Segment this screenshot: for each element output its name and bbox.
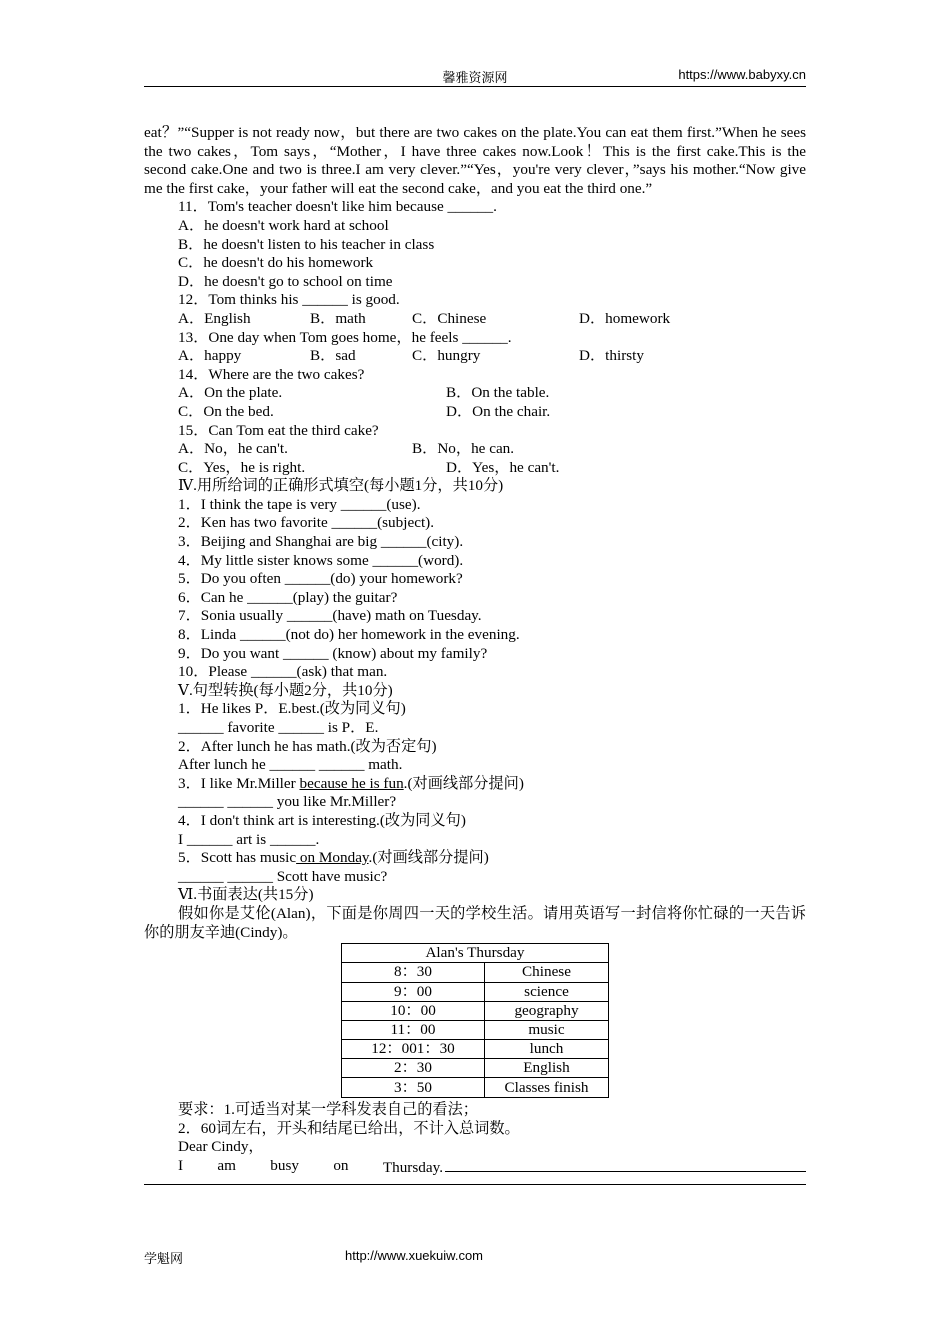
section-4-item: 3．Beijing and Shanghai are big ______(city).	[178, 533, 464, 551]
section-4-item: 6．Can he ______(play) the guitar?	[178, 588, 398, 606]
schedule-time: 2：30	[342, 1059, 485, 1078]
table-row	[342, 982, 609, 1001]
table-row	[342, 1040, 609, 1059]
question-12-stem: 12．Tom thinks his ______ is good.	[178, 291, 400, 309]
header-site-name: 馨雅资源网	[442, 70, 508, 85]
question-14-options-ab	[144, 384, 806, 403]
footer-url: http://www.xuekuiw.com	[345, 1248, 483, 1263]
section-5-answer-4: I ______ art is ______.	[178, 830, 320, 848]
schedule-subject: geography	[485, 1001, 609, 1020]
document-body	[144, 124, 806, 1185]
letter-word: busy	[270, 1156, 299, 1174]
section-4-item: 7．Sonia usually ______(have) math on Tuesday.	[178, 607, 482, 625]
schedule-subject: Chinese	[485, 963, 609, 982]
section-4-item: 4．My little sister knows some ______(word).	[178, 551, 464, 569]
question-13-options	[144, 347, 806, 366]
question-14-option-c: C．On the bed.	[178, 402, 274, 420]
question-15-option-d: D．Yes，he can't.	[446, 458, 560, 476]
section-5-answer-2: After lunch he ______ ______ math.	[178, 756, 403, 774]
requirement-2: 2．60词左右，开头和结尾已给出，不计入总词数。	[178, 1119, 520, 1137]
section-4-item: 8．Linda ______(not do) her homework in the evening.	[178, 626, 520, 644]
question-15-options-ab	[144, 440, 806, 459]
section-5-sentence-2: 2．After lunch he has math.(改为否定句)	[178, 737, 437, 755]
schedule-subject: science	[485, 982, 609, 1001]
section-5-answer-1: ______ favorite ______ is P．E.	[178, 719, 379, 736]
question-11-stem: 11．Tom's teacher doesn't like him because ______.	[178, 198, 497, 216]
letter-writing-start	[383, 1157, 806, 1176]
question-13-option-c: C．hungry	[412, 347, 481, 365]
question-13-option-b: B．sad	[310, 347, 356, 365]
schedule-time: 10：00	[342, 1001, 485, 1020]
schedule-time: 8：30	[342, 963, 485, 982]
letter-word: Thursday.	[382, 1158, 443, 1176]
schedule-table-wrapper	[144, 943, 806, 1101]
question-13-option-a: A．happy	[178, 347, 242, 365]
question-14-stem: 14．Where are the two cakes?	[178, 365, 365, 383]
section-6-title: Ⅵ.书面表达(共15分)	[178, 886, 314, 904]
schedule-subject: lunch	[485, 1040, 609, 1059]
question-12-option-c: C．Chinese	[412, 309, 487, 327]
sentence-3-suffix: .(对画线部分提问)	[403, 774, 524, 792]
section-5-sentence-4: 4．I don't think art is interesting.(改为同义句)	[178, 811, 466, 829]
question-14-option-b: B．On the table.	[446, 384, 550, 402]
writing-blank-line[interactable]	[445, 1157, 806, 1172]
requirement-1: 要求：1.可适当对某一学科发表自己的看法；	[178, 1101, 478, 1119]
schedule-subject: music	[485, 1020, 609, 1039]
reading-passage: eat？”“Supper is not ready now，but there are two cakes on the plate.You can eat them first.”When he sees the two cakes，Tom says，“Mother，I have three cakes now.Look！This is the first cake.This is the second cake.One and two is three.I am very clever.”“Yes，you're very clever，”says his mother.“Now give me the first cake，your father will eat the second cake，and you eat the third one.”	[144, 124, 806, 197]
question-13-stem: 13．One day when Tom goes home，he feels ______.	[178, 328, 512, 346]
schedule-time: 3：50	[342, 1078, 485, 1097]
sentence-3-prefix: 3．I like Mr.Miller	[178, 774, 300, 792]
footer-site-name: 学魁网	[144, 1251, 184, 1266]
section-4-item: 10．Please ______(ask) that man.	[178, 663, 388, 681]
letter-first-line	[144, 1157, 806, 1176]
question-12-options	[144, 310, 806, 329]
letter-word: on	[333, 1156, 349, 1174]
section-5-sentence-5	[144, 849, 806, 868]
question-15-option-c: C．Yes，he is right.	[178, 458, 306, 476]
schedule-table-title: Alan's Thursday	[342, 944, 609, 963]
question-12-option-b: B．math	[310, 309, 366, 327]
table-row	[342, 1001, 609, 1020]
letter-word: am	[217, 1156, 236, 1174]
question-14-option-d: D．On the chair.	[446, 402, 551, 420]
schedule-subject: Classes finish	[485, 1078, 609, 1097]
question-11-option-a: A．he doesn't work hard at school	[178, 216, 389, 234]
question-11-option-c: C．he doesn't do his homework	[178, 254, 374, 272]
section-5-sentence-3	[144, 775, 806, 794]
question-12-option-d: D．homework	[579, 309, 671, 327]
section-4-item: 1．I think the tape is very ______(use).	[178, 495, 421, 513]
sentence-5-suffix: .(对画线部分提问)	[368, 849, 489, 867]
question-15-options-cd	[144, 459, 806, 478]
schedule-time: 11：00	[342, 1020, 485, 1039]
section-4-item: 5．Do you often ______(do) your homework?	[178, 570, 463, 588]
table-row	[342, 1059, 609, 1078]
sentence-3-underlined: because he is fun	[299, 774, 404, 792]
section-5-title: Ⅴ.句型转换(每小题2分，共10分)	[178, 681, 393, 699]
table-row	[342, 963, 609, 982]
table-row	[342, 1078, 609, 1097]
question-15-option-b: B．No，he can.	[412, 440, 515, 458]
question-11-option-d: D．he doesn't go to school on time	[178, 272, 393, 290]
section-5-answer-3: ______ ______ you like Mr.Miller?	[178, 793, 397, 811]
question-13-option-d: D．thirsty	[579, 347, 644, 365]
section-4-item: 2．Ken has two favorite ______(subject).	[178, 514, 435, 532]
question-15-stem: 15．Can Tom eat the third cake?	[178, 421, 379, 439]
sentence-5-underlined: on Monday	[296, 849, 369, 867]
letter-greeting: Dear Cindy，	[178, 1138, 264, 1156]
schedule-subject: English	[485, 1059, 609, 1078]
question-11-option-b: B．he doesn't listen to his teacher in class	[178, 235, 435, 253]
section-4-item: 9．Do you want ______ (know) about my family?	[178, 644, 488, 662]
schedule-table	[341, 943, 609, 1098]
letter-word: I	[178, 1156, 184, 1174]
question-14-option-a: A．On the plate.	[178, 384, 283, 402]
section-4-title: Ⅳ.用所给词的正确形式填空(每小题1分，共10分)	[178, 477, 504, 495]
sentence-5-prefix: 5．Scott has music	[178, 849, 297, 867]
header-url: https://www.babyxy.cn	[678, 67, 806, 82]
section-5-answer-5: ______ ______ Scott have music?	[178, 867, 388, 885]
question-15-option-a: A．No，he can't.	[178, 440, 288, 458]
schedule-time: 12：001：30	[342, 1040, 485, 1059]
writing-blank-line-full[interactable]	[144, 1176, 806, 1185]
section-5-sentence-1: 1．He likes P．E.best.(改为同义句)	[178, 700, 406, 718]
page-header	[144, 66, 806, 87]
question-14-options-cd	[144, 403, 806, 422]
table-row	[342, 1020, 609, 1039]
section-6-prompt: 假如你是艾伦(Alan)，下面是你周四一天的学校生活。请用英语写一封信将你忙碌的一天告诉你的朋友辛迪(Cindy)。	[144, 904, 806, 941]
schedule-time: 9：00	[342, 982, 485, 1001]
question-12-option-a: A．English	[178, 309, 251, 327]
